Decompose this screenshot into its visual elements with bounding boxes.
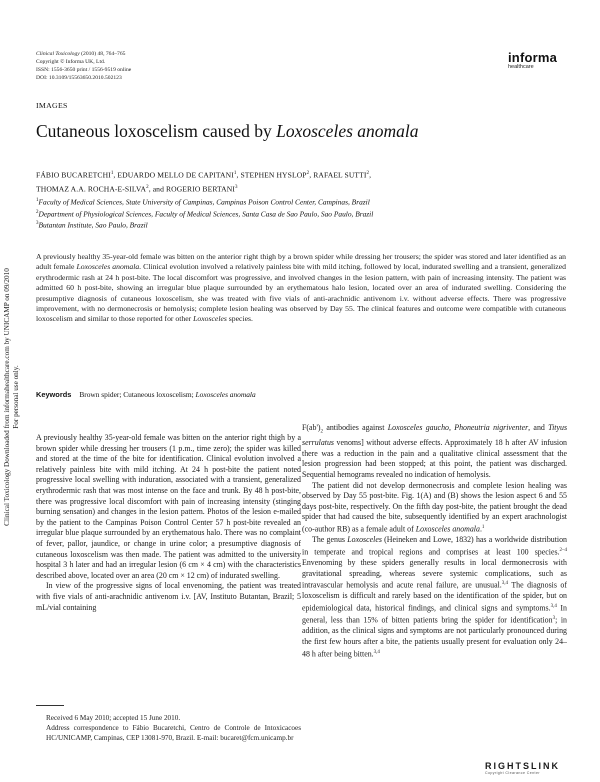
species-name: Loxosceles gaucho, Phoneutria nigriventer xyxy=(387,423,529,432)
subscript: 2 xyxy=(320,429,324,435)
text-run: venoms] without adverse effects. Approximately 18 h after AV infusion there was a reduction in the pain and a qualitative clinical assessment that the lesion progression had been stopped; at this point, the patient was discharged. Sequential hemograms revealed no indication of hemolysis. xyxy=(302,438,567,479)
text-run: , and xyxy=(528,423,549,432)
author-affiliation-mark: 2 xyxy=(146,184,149,190)
journal-citation xyxy=(36,50,131,58)
species-name: Tityus serrulatus xyxy=(302,423,568,448)
affiliation-text: Faculty of Medical Sciences, State University of Campinas, Campinas Poison Control Center, Campinas, Brazil xyxy=(38,197,370,207)
text-run: F(ab') xyxy=(302,423,321,432)
author: , EDUARDO MELLO DE CAPITANI xyxy=(113,170,234,180)
correspondence-address: Address correspondence to Fábio Bucaretchi, Centro de Controle de Intoxicacoes HC/UNICAMP, Campinas, CEP 13081-970, Brazil. E-mail: bucaret@fcm.unicamp.br xyxy=(46,723,301,742)
text-run: Envenoming by these spiders generally results in local dermonecrosis with gravitational spreading, whereas severe systemic complications, such as intravascular hemolysis and acute renal failure, are unusual. xyxy=(302,557,567,590)
author-affiliation-mark: 1 xyxy=(110,171,114,176)
species-name: Loxosceles xyxy=(347,535,382,545)
text-run: The diagnosis of loxoscelism is difficult and rarely based on the identification of the spider, but on epidemiological data, historical findings, and clinical signs and symptoms. xyxy=(302,580,567,613)
species-name: Loxosceles anomala xyxy=(415,524,480,534)
doi-line: DOI: 10.3109/15563650.2010.502123 xyxy=(36,75,122,81)
abstract-genus: Loxosceles xyxy=(193,314,227,324)
publisher-subname: healthcare xyxy=(508,64,534,70)
body-paragraph: A previously healthy 35-year-old female was bitten on the anterior right thigh by a brown spider while dressing her trousers (1 p.m., time zero); the spider was killed and stored at the time of the bite for identification. Clinical evolution involved a relatively painless bite with mild itching. At 24 h post-bite the patient noted progressive local swelling with induration, associated with a transient, generalized erythrodermic rash that was most intense on the face and trunk. By 48 h post-bite, there was progressive local discomfort with pain of increasing intensity (stinging burning sensation) and changes in the lesion pattern. Photos of the lesion e-mailed by the patient to the Campinas Poison Control Center 57 h post-bite revealed an irregular blue plaque surrounded by an erythematous halo. There was no complaint of fever, pallor, jaundice, or change in urine color; a presumptive diagnosis of cutaneous loxoscelism was then made. The patient was admitted to the university hospital 3 h later and had an irregular lesion (6 cm × 4 cm) with the characteristics described above, located over an area (20 cm × 12 cm) of indurated swelling. xyxy=(36,433,301,580)
publisher-logo xyxy=(508,52,557,70)
body-paragraph xyxy=(302,535,567,660)
keywords-label: Keywords xyxy=(36,390,72,399)
abstract-text: A previously healthy 35-year-old female was bitten on the anterior right thigh by a brown spider while dressing her trousers; the spider was stored and later identified as an adult female xyxy=(36,252,566,272)
keywords-species: Loxosceles anomala xyxy=(195,390,256,399)
citation-mark: 1 xyxy=(481,524,485,530)
section-label: IMAGES xyxy=(36,101,68,110)
affiliation xyxy=(36,196,373,208)
abstract-species: Loxosceles anomala xyxy=(76,262,140,272)
abstract-text: species. xyxy=(226,314,253,324)
author-line-2 xyxy=(36,182,371,196)
publisher-name: informa xyxy=(508,50,558,65)
journal-volume-pages: (2010) 48, 764–765 xyxy=(79,51,126,57)
citation-mark: 3,4 xyxy=(501,581,508,587)
copyright-line: Copyright © Informa UK, Ltd. xyxy=(36,59,106,65)
keywords xyxy=(36,390,256,399)
body-paragraph: In view of the progressive signs of local envenoming, the patient was treated with five vials of anti-arachnidic antivenom i.v. [AV, Instituto Butantan, Brazil; 5 mL/vial containing xyxy=(36,581,301,612)
affiliation xyxy=(36,219,373,231)
author-list xyxy=(36,168,371,195)
author: , RAFAEL SUTTI xyxy=(309,170,367,180)
footnote xyxy=(36,714,301,743)
author-affiliation-mark: 2 xyxy=(366,171,370,176)
rightslink-subtitle: Copyright Clearance Center xyxy=(485,771,540,775)
citation-mark: 3,4 xyxy=(550,603,557,609)
body-paragraph xyxy=(302,423,567,481)
affiliation-text: Department of Physiological Sciences, Faculty of Medical Sciences, Santa Casa de Sao Paulo, Sao Paulo, Brazil xyxy=(38,209,374,219)
author-line-1 xyxy=(36,168,371,182)
title-italic: Loxosceles anomala xyxy=(276,121,419,141)
keywords-text: Brown spider; Cutaneous loxoscelism; xyxy=(79,390,196,399)
title-plain: Cutaneous loxoscelism caused by xyxy=(36,121,277,141)
affiliation-list xyxy=(36,196,373,231)
citation-mark: 3,4 xyxy=(373,649,380,655)
issn-line: ISSN: 1556-3650 print / 1556-9519 online xyxy=(36,67,132,73)
author: THOMAZ A.A. ROCHA-E-SILVA xyxy=(36,184,147,194)
affiliation-number: 2 xyxy=(36,209,39,215)
text-run: The genus xyxy=(312,535,348,545)
rightslink-logo xyxy=(485,761,560,775)
body-column-right xyxy=(302,423,567,660)
affiliation-text: Butantan Institute, Sao Paulo, Brazil xyxy=(38,220,148,230)
author: , and ROGERIO BERTANI xyxy=(148,184,235,194)
article-title xyxy=(36,121,419,142)
author-affiliation-mark: 1 xyxy=(233,171,237,176)
download-watermark xyxy=(3,17,21,777)
author: FÁBIO BUCARETCHI xyxy=(36,170,111,180)
journal-name: Clinical Toxicology xyxy=(36,51,80,57)
author-separator: , xyxy=(369,170,372,180)
text-run: (Heineken and Lowe, 1832) has a worldwide distribution in temperate and tropical regions and comprises at least 100 species. xyxy=(302,535,567,557)
received-dates: Received 6 May 2010; accepted 15 June 2010. xyxy=(46,714,181,722)
journal-metadata xyxy=(36,50,131,82)
text-run: . xyxy=(479,524,482,534)
rightslink-name: RIGHTSLINK xyxy=(485,761,560,771)
body-column-left xyxy=(36,433,301,613)
text-run: The patient did not develop dermonecrosis and complete lesion healing was observed by Day 55 post-bite. Fig. 1(A) and (B) shows the lesion aspect 6 and 55 days post-bite, respectively. On the fifth day post-bite, the patient brought the dead spider that had caused the bite, subsequently identified by an expert arachnologist (co-author RB) as a female adult of xyxy=(302,480,567,534)
affiliation xyxy=(36,208,373,220)
author: , STEPHEN HYSLOP xyxy=(236,170,307,180)
download-watermark-line-2: For personal use only. xyxy=(12,365,20,429)
citation-mark: 3 xyxy=(552,616,556,622)
body-paragraph xyxy=(302,481,567,536)
abstract xyxy=(36,252,566,325)
citation-mark: 2–4 xyxy=(559,547,567,553)
text-run: In general, less than 15% of bitten patients bring the spider for identification xyxy=(302,603,567,625)
footnote-divider xyxy=(36,705,64,706)
author-affiliation-mark: 3 xyxy=(234,184,238,190)
affiliation-number: 3 xyxy=(36,221,39,227)
download-watermark-line-1: Clinical Toxicology Downloaded from informahealthcare.com by UNICAMP on 09/2010 xyxy=(3,268,11,526)
text-run: ; in addition, as the clinical signs and symptoms are not particularly pronounced during the first few hours after a bite, the patients usually present for evaluation only 24–48 h after being bitten. xyxy=(302,615,567,659)
abstract-text: . Clinical evolution involved a relatively painless bite with mild itching, followed by local, indurated swelling and a transient, generalized erythrodermic rash at 24 h post-bite. The local discomfort was progressive, and involved changes in the lesion pattern, with pain of increasing intensity. The patient was admitted 60 h post-bite, showing an irregular blue plaque surrounded by an erythematous halo lesion, located over an area of indurated swelling. Considering the presumptive diagnosis of cutaneous loxoscelism, she was treated with five vials of anti-arachnidic antivenom i.v. without adverse effects. There was progressive improvement, with no dermonecrosis or hemolysis; complete lesion healing was observed by Day 55. The clinical features and outcome were compatible with cutaneous loxoscelism and similar to those reported for other xyxy=(36,262,566,324)
text-run: antibodies against xyxy=(323,423,388,432)
author-affiliation-mark: 2 xyxy=(306,171,310,176)
affiliation-number: 1 xyxy=(36,198,39,203)
